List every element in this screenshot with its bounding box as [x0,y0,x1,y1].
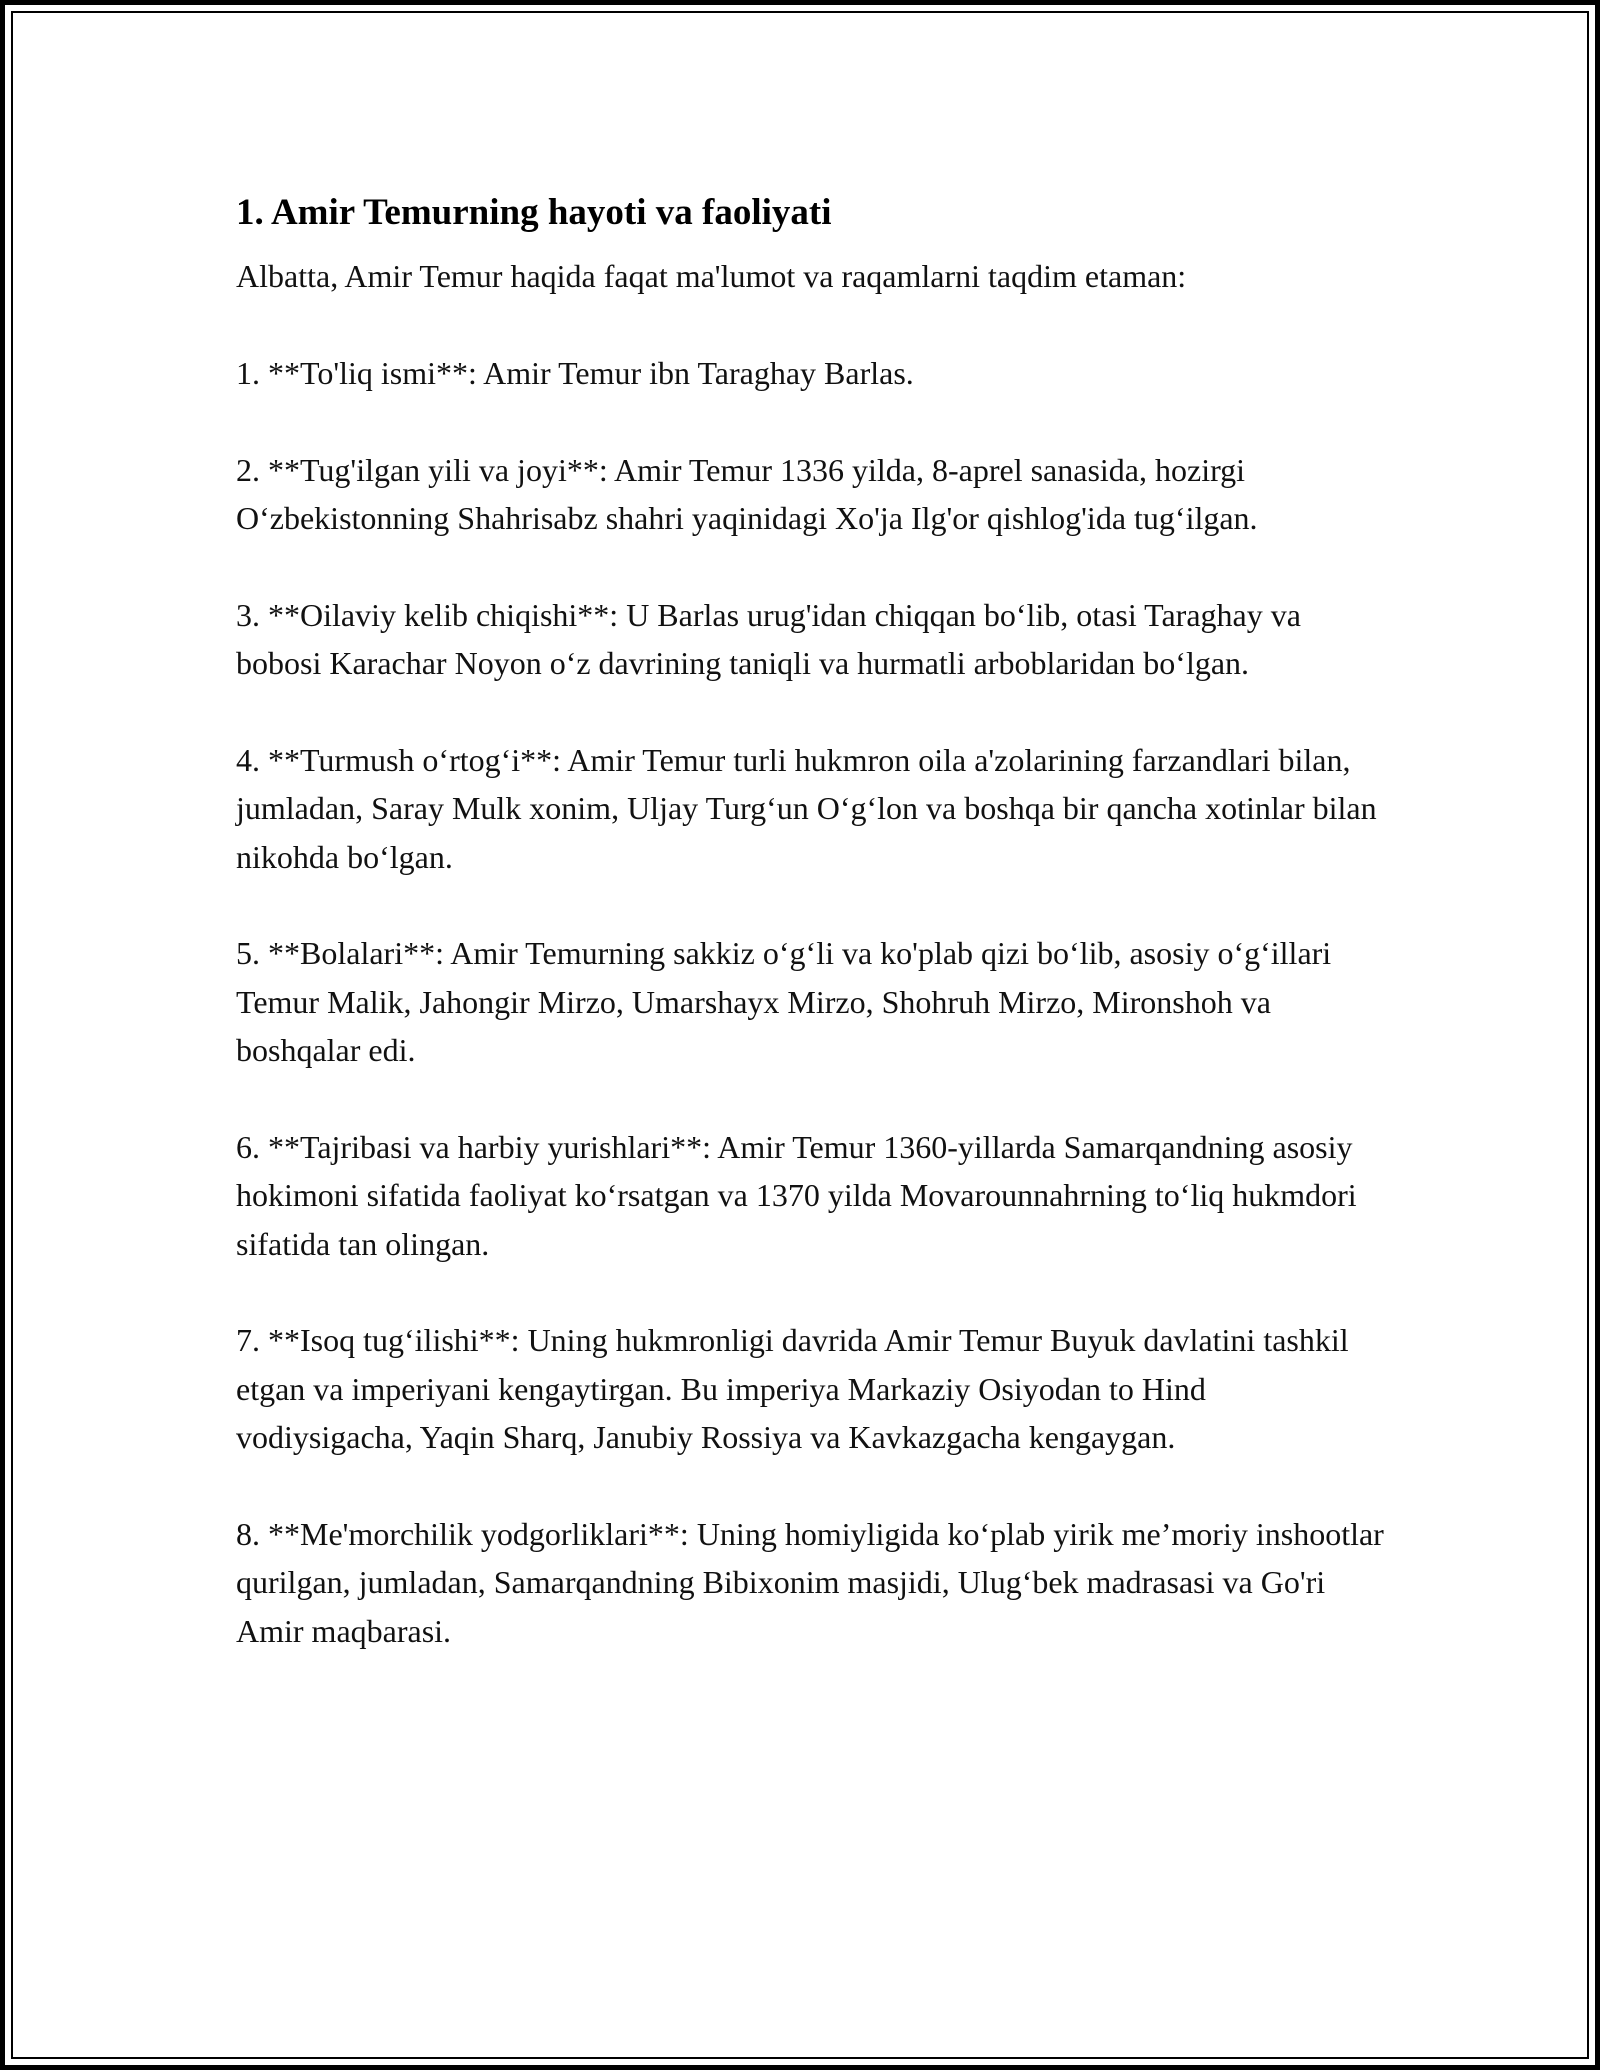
intro-paragraph: Albatta, Amir Temur haqida faqat ma'lumot va raqamlarni taqdim etaman: [236,258,1187,294]
list-item: 5. **Bolalari**: Amir Temurning sakkiz o‘g‘li va ko'plab qizi bo‘lib, asosiy o‘g‘illari Temur Malik, Jahongir Mirzo, Umarshayx Mirzo, Shohruh Mirzo, Mironshoh va boshqalar edi. [236,935,1332,1068]
list-item: 3. **Oilaviy kelib chiqishi**: U Barlas urug'idan chiqqan bo‘lib, otasi Taraghay va bobosi Karachar Noyon o‘z davrining taniqli va hurmatli arboblaridan bo‘lgan. [236,596,1301,681]
fact-list [236,349,1386,1655]
list-item: 6. **Tajribasi va harbiy yurishlari**: Amir Temur 1360-yillarda Samarqandning asosiy hokimoni sifatida faoliyat ko‘rsatgan va 1370 yilda Movarounnahrning to‘liq hukmdori sifatida tan olingan. [236,1128,1357,1262]
list-item: 7. **Isoq tug‘ilishi**: Uning hukmronligi davrida Amir Temur Buyuk davlatini tashkil etgan va imperiyani kengaytirgan. Bu imperiya Markaziy Osiyodan to Hind vodiysigacha, Yaqin Sharq, Janubiy Rossiya va Kavkazgacha kengaygan. [236,1322,1349,1455]
list-item: 2. **Tug'ilgan yili va joyi**: Amir Temur 1336 yilda, 8-aprel sanasida, hozirgi O‘zbekistonning Shahrisabz shahri yaqinidagi Xo'ja Ilg'or qishlog'ida tug‘ilgan. [236,451,1258,536]
list-item: 1. **To'liq ismi**: Amir Temur ibn Taraghay Barlas. [236,355,914,391]
page-title: 1. Amir Temurning hayoti va faoliyati [236,192,832,233]
list-item: 4. **Turmush o‘rtog‘i**: Amir Temur turli hukmron oila a'zolarining farzandlari bilan, jumladan, Saray Mulk xonim, Uljay Turg‘un O‘g‘lon va boshqa bir qancha xotinlar bilan nikohda bo‘lgan. [236,741,1377,875]
document-body [236,186,1386,1703]
list-item: 8. **Me'morchilik yodgorliklari**: Uning homiyligida ko‘plab yirik me’moriy inshootlar qurilgan, jumladan, Samarqandning Bibixonim masjidi, Ulug‘bek madrasasi va Go'ri Amir maqbarasi. [236,1515,1384,1649]
